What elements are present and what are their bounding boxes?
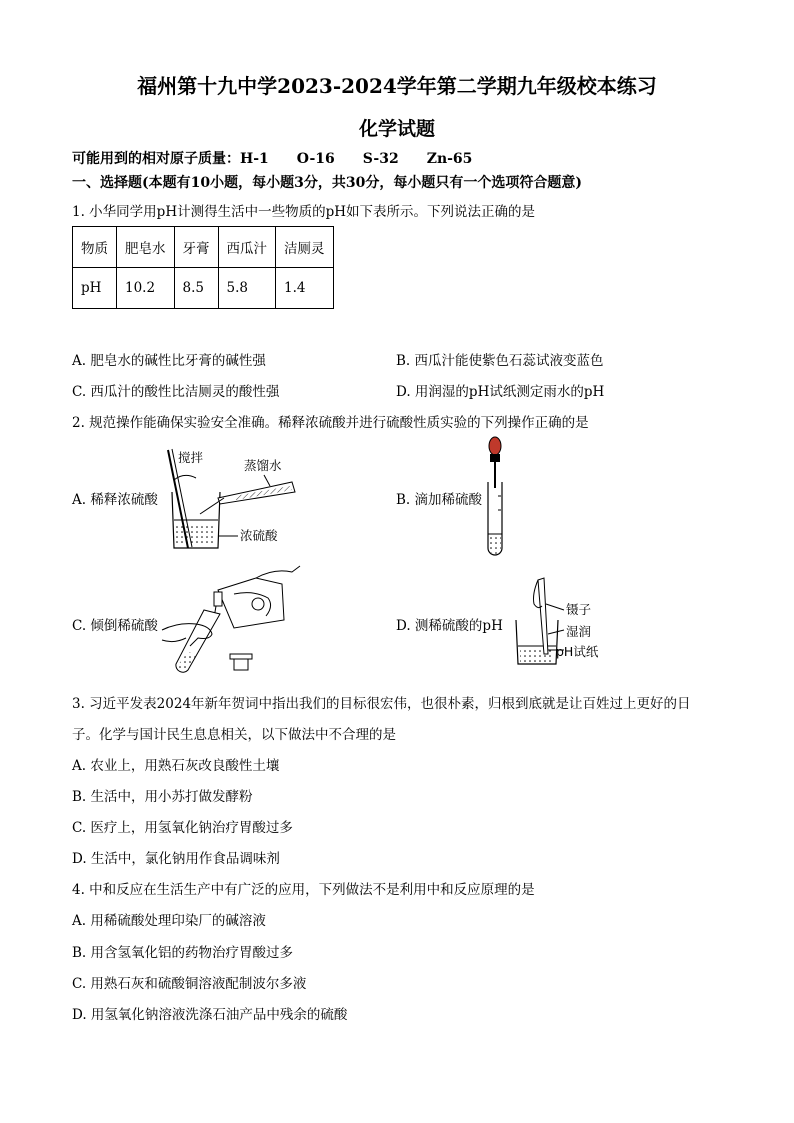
ph-table — [72, 226, 334, 309]
section-heading: 一、选择题(本题有10小题，每小题3分，共30分，每小题只有一个选项符合题意) — [72, 175, 582, 191]
figure-pouring — [158, 570, 308, 680]
q1-option-b: B. 西瓜汁能使紫色石蕊试液变蓝色 — [396, 353, 604, 369]
q2-option-b: B. 滴加稀硫酸 — [396, 492, 483, 508]
figure-dropper — [484, 436, 524, 560]
table-row — [73, 227, 334, 268]
page-title: 福州第十九中学2023-2024学年第二学期九年级校本练习 — [137, 74, 657, 98]
q2-option-d: D. 测稀硫酸的pH — [396, 618, 503, 634]
atomic-mass-h: H-1 — [240, 151, 269, 167]
table-cell: pH — [73, 268, 117, 309]
q1-option-a: A. 肥皂水的碱性比牙膏的碱性强 — [72, 353, 266, 369]
q2-stem: 2. 规范操作能确保实验安全准确。稀释浓硫酸并进行硫酸性质实验的下列操作正确的是 — [72, 415, 589, 431]
q3-option-d: D. 生活中，氯化钠用作食品调味剂 — [72, 851, 280, 867]
table-header-cell: 西瓜汁 — [218, 227, 276, 268]
atomic-mass-label: 可能用到的相对原子质量： — [72, 151, 240, 167]
q2-option-a: A. 稀释浓硫酸 — [72, 492, 158, 508]
q3-option-a: A. 农业上，用熟石灰改良酸性土壤 — [72, 758, 280, 774]
q3-option-b: B. 生活中，用小苏打做发酵粉 — [72, 789, 253, 805]
table-header-cell: 牙膏 — [174, 227, 218, 268]
q1-option-c: C. 西瓜汁的酸性比洁厕灵的酸性强 — [72, 384, 280, 400]
atomic-mass-o: O-16 — [296, 151, 335, 167]
atomic-mass-line — [72, 148, 472, 168]
table-cell: 10.2 — [117, 268, 175, 309]
q4-option-c: C. 用熟石灰和硫酸铜溶液配制波尔多液 — [72, 976, 307, 992]
atomic-mass-s: S-32 — [362, 151, 399, 167]
q1-stem: 1. 小华同学用pH计测得生活中一些物质的pH如下表所示。下列说法正确的是 — [72, 204, 536, 220]
table-cell: 5.8 — [218, 268, 276, 309]
q1-option-d: D. 用润湿的pH试纸测定雨水的pH — [396, 384, 605, 400]
page-subtitle: 化学试题 — [358, 118, 435, 140]
q3-stem-line1: 3. 习近平发表2024年新年贺词中指出我们的目标很宏伟，也很朴素，归根到底就是让百姓过上更好的日 — [72, 696, 691, 712]
figure-measure-ph — [508, 574, 618, 670]
atomic-mass-zn: Zn-65 — [426, 151, 473, 167]
table-header-cell: 洁厕灵 — [276, 227, 334, 268]
ph-paper-label: pH试纸 — [556, 644, 599, 659]
q4-stem: 4. 中和反应在生活生产中有广泛的应用，下列做法不是利用中和反应原理的是 — [72, 882, 535, 898]
q3-option-c: C. 医疗上，用氢氧化钠治疗胃酸过多 — [72, 820, 293, 836]
q3-stem-line2: 子。化学与国计民生息息相关，以下做法中不合理的是 — [72, 727, 396, 743]
table-row — [73, 268, 334, 309]
table-header-cell: 物质 — [73, 227, 117, 268]
q4-option-b: B. 用含氢氧化铝的药物治疗胃酸过多 — [72, 945, 294, 961]
q4-option-d: D. 用氢氧化钠溶液洗涤石油产品中残余的硫酸 — [72, 1007, 348, 1023]
figure-dilute-acid — [160, 440, 310, 555]
table-cell: 8.5 — [174, 268, 218, 309]
q2-option-c: C. 倾倒稀硫酸 — [72, 618, 158, 634]
conc-acid-label: 浓硫酸 — [240, 528, 278, 543]
tweezers-label: 镊子 — [566, 602, 592, 617]
q4-option-a: A. 用稀硫酸处理印染厂的碱溶液 — [72, 913, 266, 929]
stir-label: 搅拌 — [178, 450, 204, 465]
table-header-cell: 肥皂水 — [117, 227, 175, 268]
wet-label: 湿润 — [566, 624, 592, 639]
table-cell: 1.4 — [276, 268, 334, 309]
water-label: 蒸馏水 — [244, 458, 282, 473]
